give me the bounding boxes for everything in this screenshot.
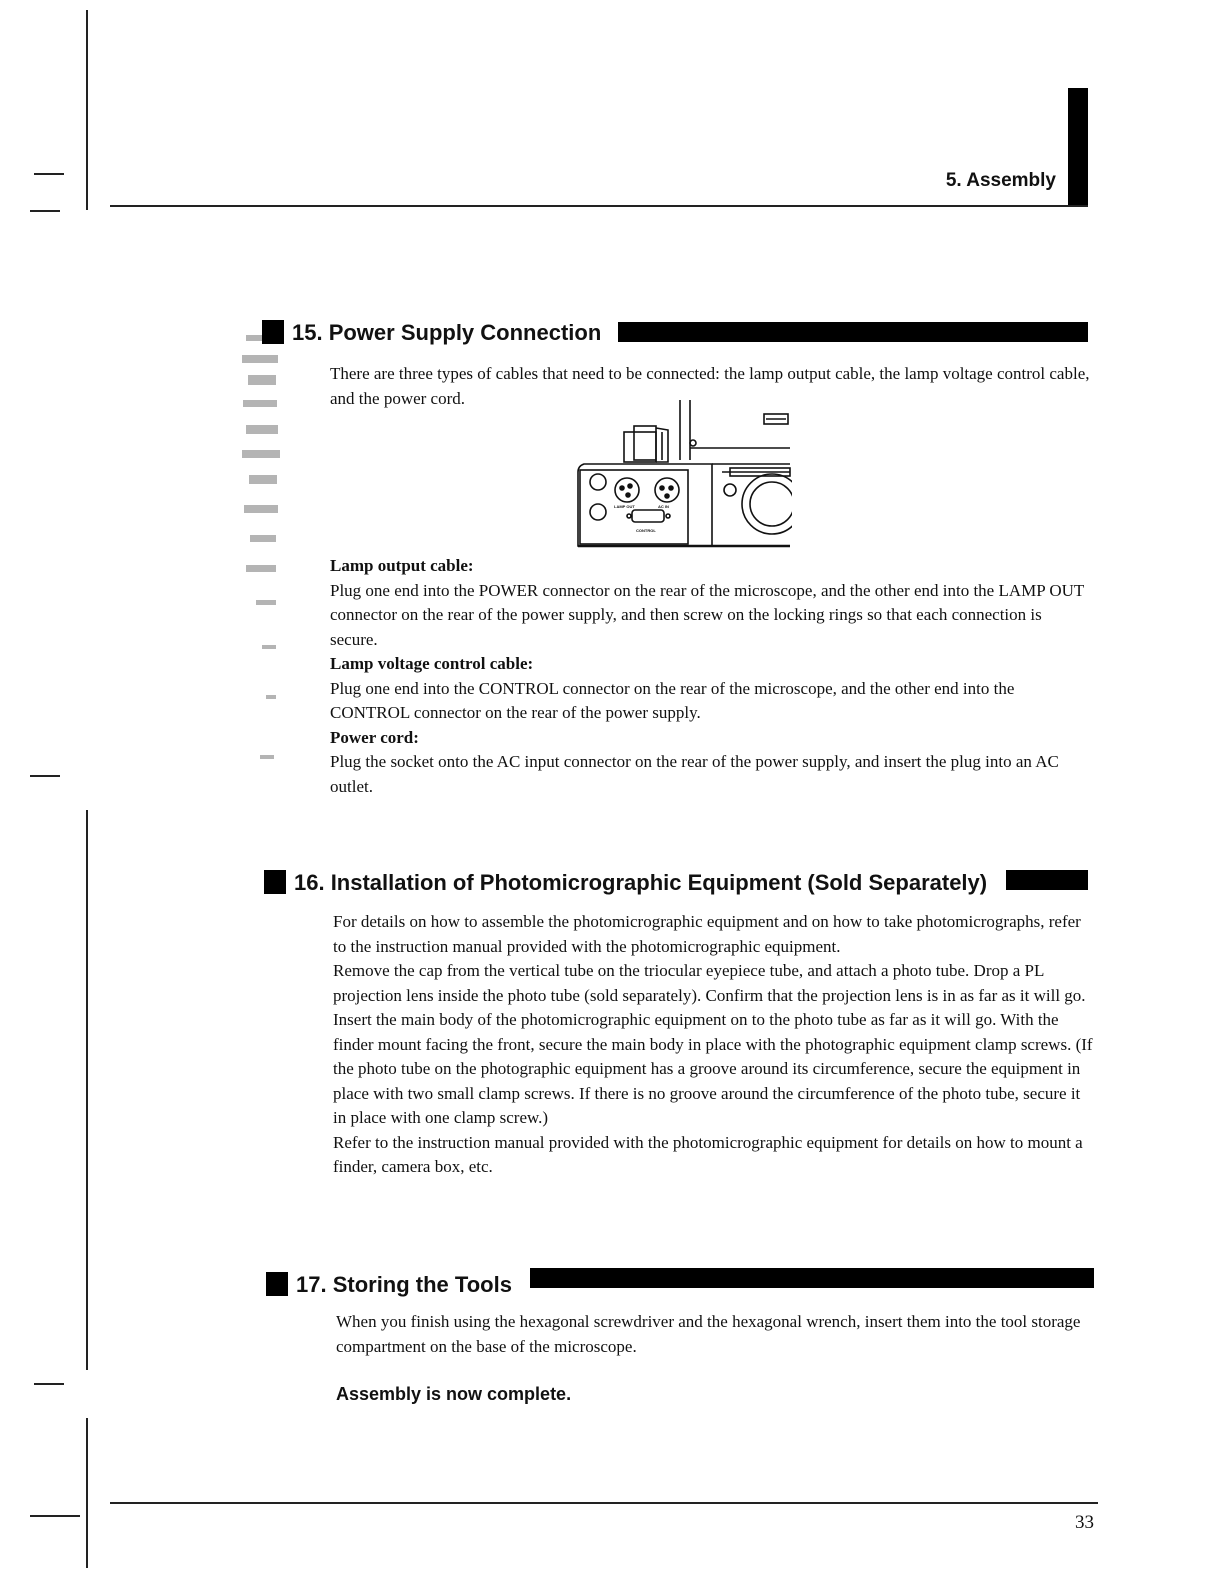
item-heading: Power cord:	[330, 727, 419, 747]
section-title-bar	[530, 1268, 1094, 1288]
item-heading: Lamp voltage control cable:	[330, 654, 534, 673]
connector-label: AC IN	[658, 504, 669, 509]
section-body	[336, 1310, 1096, 1359]
header-rule	[110, 205, 1088, 207]
cable-instructions	[330, 554, 1092, 799]
footer-rule	[110, 1502, 1098, 1504]
item-text: Plug the socket onto the AC input connector on the rear of the power supply, and insert the plug into an AC outlet.	[330, 752, 1059, 796]
section-marker	[264, 870, 286, 894]
margin-tick	[30, 210, 60, 212]
section-title: 15. Power Supply Connection	[292, 320, 602, 345]
closing-note: Assembly is now complete.	[336, 1384, 572, 1404]
margin-tick	[30, 775, 60, 777]
connector-figure	[572, 400, 792, 550]
section-title: 17. Storing the Tools	[296, 1272, 512, 1297]
running-header: 5. Assembly	[945, 170, 1056, 191]
connector-label: CONTROL	[636, 528, 656, 533]
paragraph: Remove the cap from the vertical tube on the triocular eyepiece tube, and attach a photo tube. Drop a PL projection lens inside the photo tube (sold separately). Confirm that the projection lens is in as far as it will go.	[333, 961, 1086, 1005]
section-marker	[262, 320, 284, 344]
page-number: 33	[1075, 1512, 1094, 1533]
margin-line-top	[86, 10, 88, 210]
section-title: 16. Installation of Photomicrographic Equipment (Sold Separately)	[294, 870, 988, 895]
connector-label: LAMP OUT	[614, 504, 635, 509]
intro-text: There are three types of cables that need to be connected: the lamp output cable, the lamp voltage control cable, and the power cord.	[330, 364, 1090, 408]
item-text: Plug one end into the CONTROL connector on the rear of the microscope, and the other end into the CONTROL connector on the rear of the power supply.	[330, 678, 1015, 722]
section-marker	[266, 1272, 288, 1296]
margin-line-middle	[86, 810, 88, 1370]
item-text: Plug one end into the POWER connector on the rear of the microscope, and the other end into the LAMP OUT connector on the rear of the power supply, and then screw on the locking rings so that each connection is secure.	[330, 580, 1084, 649]
paragraph: When you finish using the hexagonal screwdriver and the hexagonal wrench, insert them into the tool storage compartment on the base of the microscope.	[336, 1312, 1081, 1356]
margin-line-bottom	[86, 1418, 88, 1568]
scan-noise	[240, 325, 284, 795]
item-heading: Lamp output cable:	[330, 556, 474, 575]
paragraph: For details on how to assemble the photomicrographic equipment and on how to take photomicrographs, refer to the instruction manual provided with the photomicrographic equipment.	[333, 912, 1081, 956]
header-tab-marker	[1068, 88, 1088, 206]
margin-tick	[30, 1515, 80, 1517]
margin-tick	[34, 1383, 64, 1385]
section-title-bar	[618, 322, 1088, 342]
margin-tick	[34, 173, 64, 175]
paragraph: Insert the main body of the photomicrographic equipment on to the photo tube as far as it will go. With the finder mount facing the front, secure the main body in place with the photographic equipment clamp screws. (If the photo tube on the photographic equipment has a groove around its circumference, secure the equipment in place with two small clamp screws. If there is no groove around the circumference of the photo tube, secure it in place with one clamp screw.)	[333, 1010, 1093, 1127]
section-body	[333, 910, 1093, 1180]
section-title-bar	[1006, 870, 1088, 890]
paragraph: Refer to the instruction manual provided with the photomicrographic equipment for details on how to mount a finder, camera box, etc.	[333, 1132, 1083, 1176]
